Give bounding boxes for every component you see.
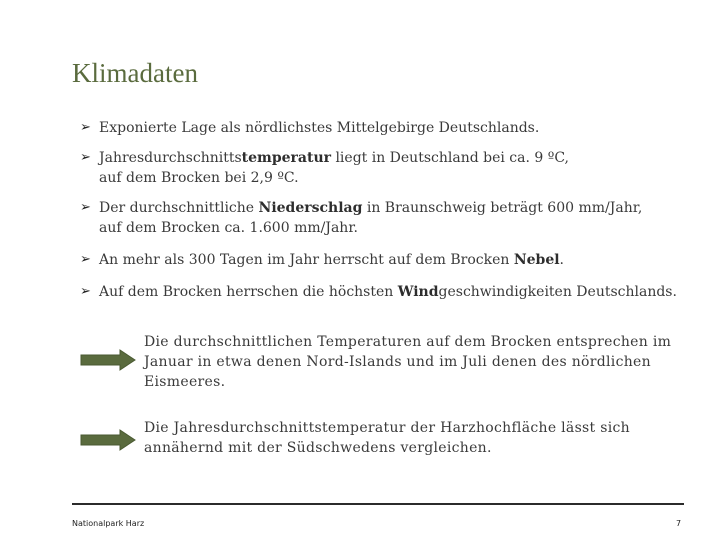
right-arrow-icon <box>80 429 136 451</box>
arrow-bullet-icon: ➢ <box>80 120 91 135</box>
text-segment: . <box>559 252 564 268</box>
arrow-bullet-icon: ➢ <box>80 150 91 165</box>
bullet-text <box>99 198 642 238</box>
text-segment: liegt in Deutschland bei ca. 9 ºC, <box>331 150 569 166</box>
bullet-item-3 <box>80 198 642 238</box>
text-segment: geschwindigkeiten Deutschlands. <box>438 284 677 300</box>
text-segment: An mehr als 300 Tagen im Jahr herrscht auf dem Brocken <box>99 252 514 268</box>
callout-text: Die durchschnittlichen Temperaturen auf dem Brocken entsprechen im Januar in etwa denen Nord-Islands und im Juli denen des nördlichen Eismeeres. <box>144 334 672 390</box>
page-number: 7 <box>676 519 682 528</box>
text-segment: Auf dem Brocken herrschen die höchsten <box>99 284 398 300</box>
bullet-text <box>99 148 569 188</box>
bullet-text: Exponierte Lage als nördlichstes Mittelgebirge Deutschlands. <box>99 120 540 136</box>
emphasis-text: Wind <box>397 284 439 300</box>
text-segment: Jahresdurchschnitts <box>99 150 242 166</box>
text-segment: in Braunschweig beträgt 600 mm/Jahr, <box>362 200 643 216</box>
emphasis-text: Niederschlag <box>258 200 363 216</box>
text-segment: Der durchschnittliche <box>99 200 259 216</box>
emphasis-text: Nebel <box>513 252 560 268</box>
text-segment: auf dem Brocken bei 2,9 ºC. <box>99 170 299 186</box>
slide-title: Klimadaten <box>72 58 198 88</box>
bullet-item-4 <box>80 250 564 270</box>
bullet-text <box>99 250 564 270</box>
text-segment: auf dem Brocken ca. 1.600 mm/Jahr. <box>99 220 358 236</box>
emphasis-text: temperatur <box>241 150 331 166</box>
callout-text: Die Jahresdurchschnittstemperatur der Harzhochfläche lässt sich annähernd mit der Südschwedens vergleichen. <box>144 420 630 456</box>
bullet-text <box>99 282 677 302</box>
arrow-bullet-icon: ➢ <box>80 284 91 299</box>
bullet-item-1 <box>80 118 539 138</box>
footer-divider <box>72 503 684 505</box>
right-arrow-icon <box>80 349 136 371</box>
bullet-item-5 <box>80 282 677 302</box>
arrow-bullet-icon: ➢ <box>80 252 91 267</box>
bullet-item-2 <box>80 148 569 188</box>
footer-label: Nationalpark Harz <box>72 519 145 528</box>
arrow-bullet-icon: ➢ <box>80 200 91 215</box>
